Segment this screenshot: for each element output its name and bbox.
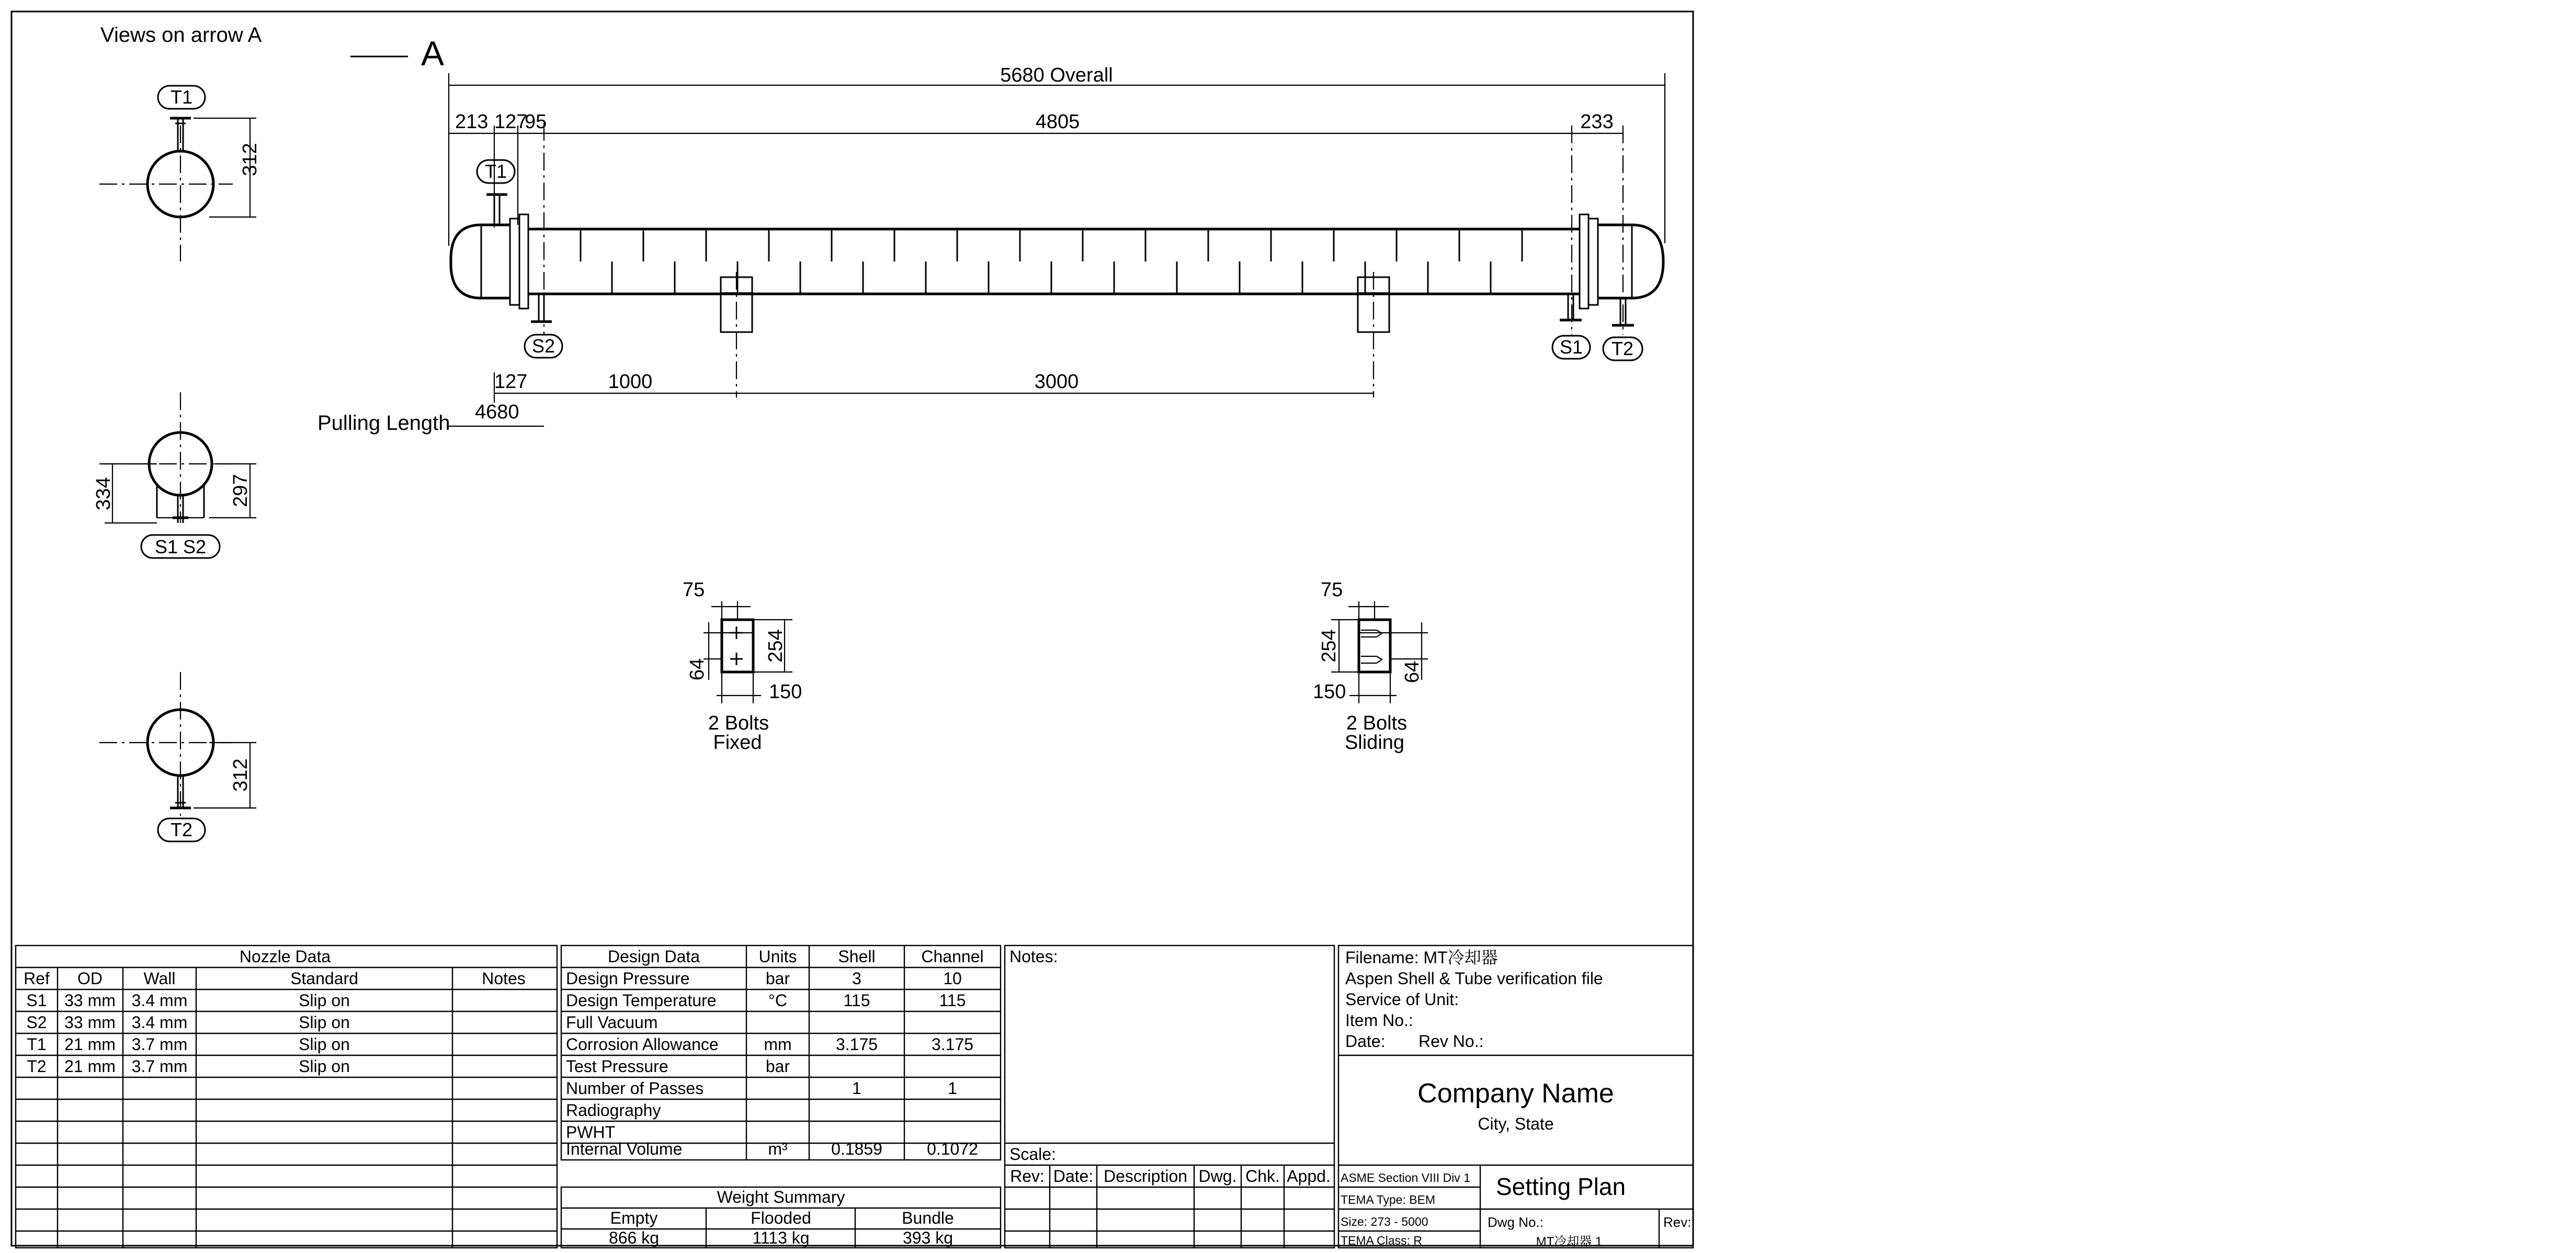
view-t1-dim: 312 (239, 143, 261, 176)
city-state: City, State (1478, 1114, 1554, 1133)
fixed-dim-75: 75 (683, 579, 705, 601)
nozzle-cell: 3.7 mm (131, 1057, 188, 1076)
sliding-bolts: 2 Bolts (1346, 712, 1408, 734)
sliding-type: Sliding (1344, 732, 1405, 754)
size-value: Size: 273 - 5000 (1341, 1215, 1428, 1228)
item-no: Item No.: (1345, 1011, 1413, 1030)
nozzle-cell: T2 (27, 1057, 47, 1076)
baffles (581, 230, 1522, 293)
nozzle-data-table (16, 946, 557, 1248)
dim-127-top: 127 (494, 111, 528, 133)
design-row-label: Internal Volume (566, 1140, 683, 1158)
design-row-label: Corrosion Allowance (566, 1035, 719, 1054)
nozzle-col-ref: Ref (24, 969, 50, 988)
dim-233: 233 (1580, 111, 1614, 133)
design-row-label: Design Pressure (566, 969, 690, 988)
rev-col-chk: Chk. (1245, 1167, 1280, 1186)
dim-overall: 5680 Overall (1000, 64, 1113, 86)
weight-bundle-value: 393 kg (902, 1228, 954, 1247)
sliding-dim-75: 75 (1321, 579, 1343, 601)
design-row-label: Test Pressure (566, 1057, 668, 1076)
design-cell: 1 (852, 1079, 861, 1098)
nozzle-col-standard: Standard (290, 969, 358, 988)
weight-col-empty: Empty (610, 1209, 658, 1227)
nozzle-cell: Slip on (299, 1013, 350, 1032)
nozzle-s1-label: S1 (1559, 336, 1583, 358)
nozzle-cell: 33 mm (64, 1013, 116, 1032)
fixed-support-detail (683, 579, 802, 754)
tema-type: TEMA Type: BEM (1341, 1193, 1436, 1206)
dim-4805: 4805 (1035, 111, 1080, 133)
view-t2-label: T2 (170, 819, 193, 840)
fixed-bolts: 2 Bolts (708, 712, 769, 734)
view-t2-dim: 312 (230, 758, 252, 792)
design-cell: 3.175 (931, 1035, 974, 1054)
design-cell: bar (765, 969, 790, 988)
design-cell: 3.175 (835, 1035, 878, 1054)
drawing-frame (12, 12, 1693, 1246)
nozzle-cell: Slip on (299, 1035, 350, 1054)
nozzle-cell: S1 (26, 991, 47, 1010)
rev-label: Rev: (1663, 1214, 1692, 1230)
rev-col-rev: Rev: (1010, 1167, 1045, 1186)
design-cell: bar (765, 1057, 790, 1076)
weight-empty-value: 866 kg (608, 1228, 660, 1247)
view-s1s2-dim-left: 334 (93, 477, 115, 510)
sliding-dim-254: 254 (1318, 629, 1340, 663)
nozzle-cell: 3.4 mm (131, 991, 188, 1010)
design-cell: m³ (768, 1140, 788, 1158)
design-cell: 0.1859 (831, 1140, 882, 1158)
design-row-label: Design Temperature (566, 991, 717, 1010)
service-of-unit: Service of Unit: (1345, 990, 1459, 1009)
nozzle-cell: 21 mm (64, 1035, 116, 1054)
fixed-type: Fixed (713, 732, 762, 754)
dwg-no-value: MT冷却器 1 (1536, 1235, 1603, 1249)
design-cell: 1 (948, 1079, 957, 1098)
nozzle-cell: Slip on (299, 1057, 350, 1076)
nozzle-s2-label: S2 (531, 335, 555, 357)
rev-col-description: Description (1103, 1167, 1188, 1186)
notes-title: Notes: (1009, 947, 1058, 966)
dim-4680: 4680 (475, 401, 519, 423)
nozzle-cell: 33 mm (64, 991, 116, 1010)
design-col-data: Design Data (607, 947, 700, 966)
nozzle-cell: T1 (27, 1035, 47, 1054)
design-row-label: Full Vacuum (566, 1013, 658, 1032)
rev-col-dwg: Dwg. (1198, 1167, 1237, 1186)
dim-1000: 1000 (608, 371, 653, 393)
dim-127-bottom: 127 (494, 371, 528, 393)
weight-title: Weight Summary (717, 1188, 845, 1206)
scale-label: Scale: (1009, 1145, 1056, 1164)
nozzle-t1-label: T1 (484, 161, 507, 182)
design-col-shell: Shell (838, 947, 876, 966)
design-row-label: Number of Passes (566, 1079, 704, 1098)
view-t1-label: T1 (170, 86, 193, 108)
nozzle-table-title: Nozzle Data (239, 947, 331, 966)
date-label: Date: (1345, 1032, 1386, 1051)
view-t2 (99, 672, 256, 841)
nozzle-t2-label: T2 (1611, 338, 1634, 359)
fixed-dim-64: 64 (686, 658, 708, 681)
dwg-no-label: Dwg No.: (1488, 1214, 1544, 1230)
view-s1s2-label: S1 S2 (154, 536, 207, 557)
design-cell: 3 (852, 969, 861, 988)
design-col-units: Units (758, 947, 797, 966)
rev-col-appd: Appd. (1287, 1167, 1331, 1186)
nozzle-cell: 3.4 mm (131, 1013, 188, 1032)
arrow-a-label: A (421, 34, 445, 73)
design-cell: 0.1072 (927, 1140, 978, 1158)
title-block (1338, 946, 1693, 1249)
sliding-dim-150: 150 (1313, 681, 1346, 703)
elevation-view (317, 64, 1665, 435)
dim-3000: 3000 (1034, 371, 1079, 393)
view-s1s2-dim-right: 297 (230, 474, 252, 507)
sliding-support-detail (1313, 579, 1428, 754)
design-cell: mm (764, 1035, 792, 1054)
nozzle-col-wall: Wall (143, 969, 176, 988)
view-t1 (99, 86, 261, 261)
pulling-length-label: Pulling Length (317, 412, 450, 435)
design-row-label: PWHT (566, 1123, 616, 1142)
nozzle-col-notes: Notes (482, 969, 526, 988)
sliding-dim-64: 64 (1401, 660, 1423, 684)
arrow-a-marker (350, 34, 444, 73)
drawing-title: Setting Plan (1496, 1173, 1626, 1200)
weight-flooded-value: 1113 kg (752, 1228, 810, 1247)
design-col-channel: Channel (921, 947, 984, 966)
nozzle-col-od: OD (77, 969, 103, 988)
weight-col-bundle: Bundle (902, 1209, 954, 1227)
nozzle-cell: Slip on (299, 991, 350, 1010)
asme-code: ASME Section VIII Div 1 (1341, 1171, 1470, 1184)
design-cell: 115 (843, 991, 870, 1010)
nozzle-cell: 21 mm (64, 1057, 116, 1076)
notes-revision-block (1005, 946, 1334, 1248)
rev-no-label: Rev No.: (1418, 1032, 1484, 1051)
design-cell: °C (768, 991, 787, 1010)
nozzle-cell: 3.7 mm (131, 1035, 188, 1054)
views-title: Views on arrow A (100, 24, 262, 47)
design-data-table (561, 946, 1001, 1160)
view-s1s2 (93, 392, 256, 558)
fixed-dim-254: 254 (765, 629, 787, 663)
weight-summary-table (561, 1187, 1001, 1248)
company-name: Company Name (1417, 1078, 1614, 1109)
dim-213: 213 (455, 111, 489, 133)
rev-col-date: Date: (1053, 1167, 1094, 1186)
design-row-label: Radiography (566, 1101, 661, 1120)
file-description: Aspen Shell & Tube verification file (1345, 969, 1603, 988)
dim-95: 95 (525, 111, 547, 133)
design-cell: 10 (943, 969, 962, 988)
tema-class: TEMA Class: R (1341, 1234, 1422, 1247)
nozzle-cell: S2 (26, 1013, 47, 1032)
fixed-dim-150: 150 (769, 681, 802, 703)
weight-col-flooded: Flooded (751, 1209, 811, 1227)
filename: Filename: MT冷却器 (1345, 948, 1498, 967)
design-cell: 115 (939, 991, 966, 1010)
